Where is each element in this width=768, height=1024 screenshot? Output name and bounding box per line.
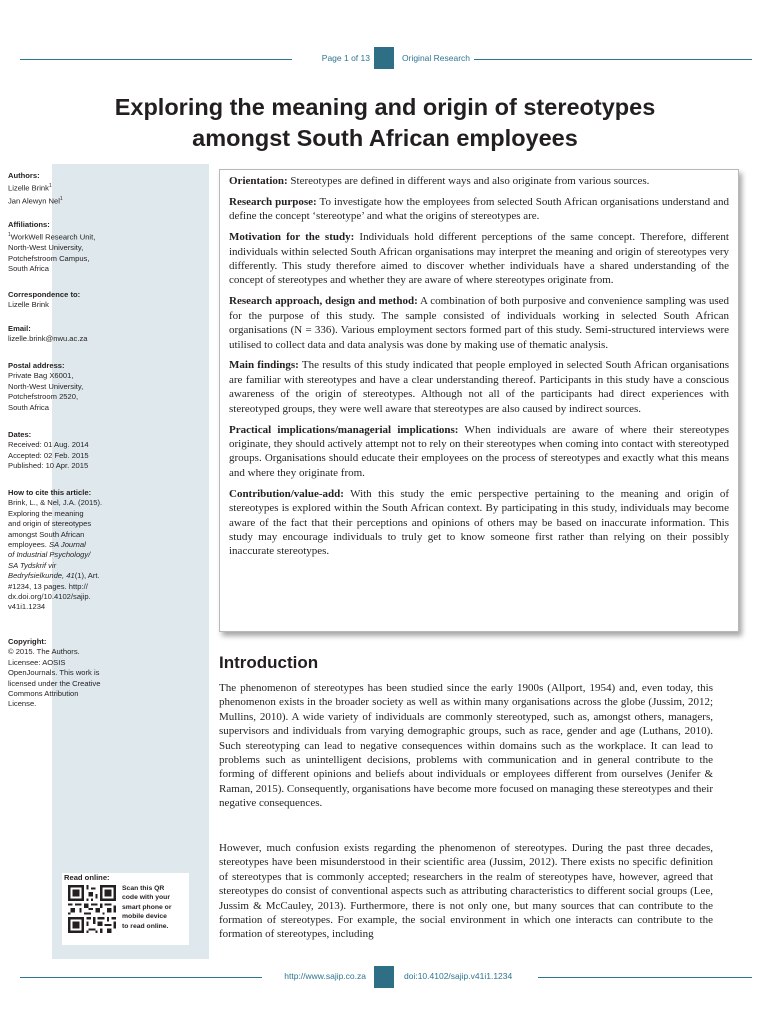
affiliations-section: Affiliations: $^1$WorkWell Research Unit, North-West University, Potchefstroom Campus, South Africa [8, 220, 154, 275]
abstract-approach: Research approach, design and method: A combination of both purposive and convenience sampling was used for the purpose of this study. The sample consisted of individuals working in selected South African organisations (N = 336). Various employment sectors formed part of this study. Semi-structured interviews were utilised to collect data and data analysis was done by making use of thematic analysis. [229, 295, 729, 351]
abstract-research-purpose: Research purpose: To investigate how the employees from selected South African organisations understand and define the concept ‘stereotype’ and what the origins of stereotypes are. [229, 195, 730, 223]
copyright-section: Copyright: © 2015. The Authors. Licensee: AOSIS OpenJournals. This work is licensed under the Creative Commons Attribution License. [8, 637, 154, 710]
citation-heading: How to cite this article: [8, 488, 92, 497]
postal-section: Postal address: Private Bag X6001, North-West University, Potchefstroom 2520, South Africa [8, 361, 154, 413]
abstract-motivation: Motivation for the study: Individuals hold different perceptions of the same concept. Therefore, different individuals within selected South African organisations may interpret the meaning and origin of stereotypes very differently. This study therefore aimed to discover whether individuals have a shared understanding of the concept of stereotypes and whether they are aware of where stereotypes originate from. [229, 231, 729, 287]
copyright-heading: Copyright: [8, 637, 47, 646]
header-rule-right [462, 59, 752, 60]
dates-heading: Dates: [8, 430, 32, 439]
abstract-contribution: Contribution/value-add: With this study the emic perspective pertaining to the meaning and origin of stereotypes is explored within the South African context. By participating in this study, individuals may become aware of the fact that their perceptions and opinions of others may be based on inaccurate information. This study may encourage individuals to truly get to know someone first rather than relying on their possibly inaccurate stereotypes. [229, 487, 729, 558]
article-type: Original Research [398, 53, 474, 63]
correspondence-section [8, 290, 154, 311]
introduction-heading: Introduction [219, 653, 319, 672]
date-accepted: Accepted: 02 Feb. 2015 [8, 450, 89, 460]
footer-rule-right [538, 977, 752, 978]
intro-paragraph-2: However, much confusion exists regarding the phenomenon of stereotypes. During the past three decades, stereotypes have been misunderstood in their scientific area (Jussim, 2012). There exists no specific definition of stereotypes that is commonly accepted; researchers in the realm of stereotypes have, however, agreed that stereotypes do consist of conventional aspects such as attributing characteristics to different social groups (Lee, Jussim & McCauley, 2013). Furthermore, there is not only one, but many sources that can contribute to the formation of stereotypes. For example, the social environment in which one interacts can contribute to the formation of stereotypes, including [219, 842, 713, 941]
abstract-orientation: Orientation: Stereotypes are defined in different ways and also originate from various sources. [229, 175, 650, 187]
doi-link[interactable]: doi:10.4102/sajip.v41i1.1234 [398, 971, 518, 981]
title-line-1: Exploring the meaning and origin of stereotypes [114, 94, 656, 120]
abstract-box [219, 169, 739, 632]
article-title [60, 92, 710, 154]
correspondence-name: Lizelle Brink [8, 300, 49, 310]
affiliations-heading: Affiliations: [8, 220, 50, 229]
author-1: Lizelle Brink$^1$ [8, 183, 52, 193]
citation-doi-link[interactable]: dx.doi.org/10.4102/sajip. [8, 592, 91, 602]
authors-heading: Authors: [8, 171, 40, 180]
footer-rule-left [20, 977, 270, 978]
journal-url-link[interactable]: http://www.sajip.co.za [262, 971, 372, 981]
abstract-implications: Practical implications/managerial implications: When individuals are aware of where their stereotypes originate, they should actively attempt not to rely on their stereotypes when coming into contact with stereotyped groups. Organisations should educate their employees on the process of stereotypes and exactly what this means and where they originate from. [229, 423, 730, 479]
citation-section: How to cite this article: Brink, L., & Nel, J.A. (2015). Exploring the meaning and origin of stereotypes amongst South African employees. SA Journal of Industrial Psychology/ SA Tydskrif vir Bedryfsielkunde, 41(1), Art. #1234, 13 pages. http:// dx.doi.org/10.4102/sajip. v41i1.1234 [8, 488, 154, 613]
abstract-findings: Main findings: The results of this study indicated that people employed in selected South African organisations are familiar with stereotypes and have a clear understanding thereof. Participants in this study have a conscious awareness of the origin of stereotypes. Although not all of the participants had direct experiences with stereotyped groups, they were well aware that stereotypes are also caused by indirect sources. [229, 359, 729, 415]
postal-heading: Postal address: [8, 361, 65, 370]
dates-section [8, 430, 154, 472]
email-heading: Email: [8, 324, 31, 333]
qr-instructions: Scan this QR code with your smart phone or mobile device to read online. [122, 885, 172, 930]
qr-code-icon[interactable] [68, 885, 116, 933]
correspondence-heading: Correspondence to: [8, 290, 81, 299]
date-published: Published: 10 Apr. 2015 [8, 461, 89, 471]
email-section [8, 324, 154, 345]
footer-square [374, 966, 394, 988]
author-2: Jan Alewyn Nel$^1$ [8, 196, 63, 206]
authors-section [8, 171, 154, 207]
date-received: Received: 01 Aug. 2014 [8, 440, 89, 450]
header-rule-left [20, 59, 306, 60]
page-number: Page 1 of 13 [292, 53, 374, 63]
title-line-2: amongst South African employees [192, 125, 578, 151]
read-online-label: Read online: [64, 873, 110, 882]
header-square [374, 47, 394, 69]
intro-paragraph-1: The phenomenon of stereotypes has been studied since the early 1900s (Allport, 1954) and, even today, this phenomenon exists in the broader society as well as within many organisations across the globe (Jussim, 2012; Mullins, 2010). A wide variety of individuals are commonly stereotyped, such as, amongst others, managers, supervisors and individuals from varying demographic groups, such as race, gender and age (Luthans, 2010). Such stereotyping can lead to negative consequences within domains such as the workplace. It can lead to problems such as unintelligent decisions, problems with communication and in general contribute to the forming of different opinions and beliefs about individuals or employees different from ourselves (Jenifer & Raman, 2015). Consequently, organisations have become more focused on managing these stereotypes and their negative consequences. [219, 682, 713, 810]
email-link[interactable]: lizelle.brink@nwu.ac.za [8, 334, 88, 344]
